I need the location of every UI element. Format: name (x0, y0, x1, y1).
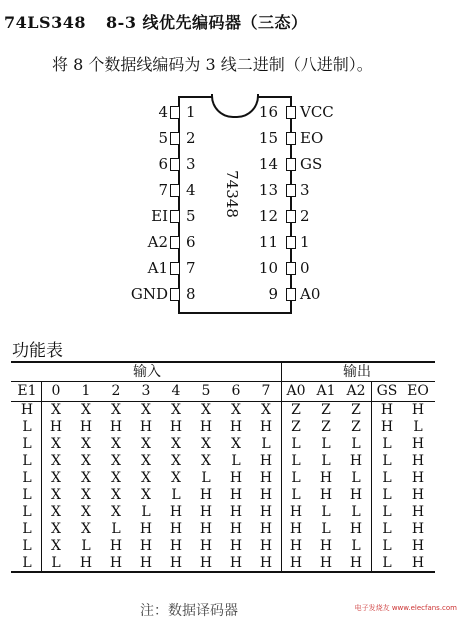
table-cell: L (291, 486, 301, 503)
pin-name-right: EO (300, 129, 324, 147)
table-group-header-row (13, 361, 433, 381)
table-cell: L (22, 469, 32, 486)
pin-number-left: 3 (186, 155, 196, 173)
pin-number-right: 13 (258, 181, 278, 199)
pin-box-right (286, 288, 296, 301)
table-row (13, 537, 433, 554)
pin-box-right (286, 184, 296, 197)
table-cell: L (22, 537, 32, 554)
table-cell: L (22, 520, 32, 537)
table-cell: H (229, 554, 243, 571)
table-cell: H (229, 486, 243, 503)
pin-number-right: 16 (258, 103, 278, 121)
table-cell: X (81, 401, 91, 418)
table-cell: L (351, 435, 361, 452)
table-cell: H (349, 520, 363, 537)
table-cell: L (261, 435, 271, 452)
pin-number-right: 9 (268, 285, 278, 303)
table-cell: H (49, 418, 63, 435)
table-cell: H (199, 520, 213, 537)
part-name: 8-3 线优先编码器（三态） (106, 13, 308, 32)
table-cell: L (413, 418, 423, 435)
description: 将 8 个数据线编码为 3 线二进制（八进制）。 (52, 55, 373, 74)
table-cell: L (22, 418, 32, 435)
table-cell: L (22, 554, 32, 571)
table-cell: L (22, 435, 32, 452)
table-cell: H (199, 486, 213, 503)
table-cell: X (51, 520, 61, 537)
table-cell: L (22, 452, 32, 469)
table-cell: X (231, 401, 241, 418)
table-separator (281, 361, 282, 571)
table-cell: H (139, 554, 153, 571)
table-row (13, 452, 433, 469)
table-cell: L (382, 435, 392, 452)
table-cell: L (81, 537, 91, 554)
function-table (13, 361, 433, 571)
pin-number-left: 2 (186, 129, 196, 147)
table-cell: L (382, 537, 392, 554)
pin-number-right: 15 (258, 129, 278, 147)
table-cell: H (229, 418, 243, 435)
table-cell: H (169, 537, 183, 554)
table-row (13, 401, 433, 418)
column-header: 1 (81, 383, 91, 399)
table-cell: H (139, 418, 153, 435)
pin-box-right (286, 158, 296, 171)
table-cell: H (411, 469, 425, 486)
pin-name-right: VCC (300, 103, 334, 121)
pin-name-right: A0 (300, 285, 321, 303)
table-cell: H (259, 520, 273, 537)
table-cell: Z (291, 418, 301, 435)
pin-name-right: 1 (300, 233, 310, 251)
table-row (13, 486, 433, 503)
table-separator (371, 381, 372, 571)
pin-box-left (170, 158, 180, 171)
table-cell: H (380, 418, 394, 435)
pin-name-right: GS (300, 155, 323, 173)
output-header: 输出 (343, 364, 371, 380)
table-cell: H (349, 452, 363, 469)
table-cell: L (382, 469, 392, 486)
part-number: 74LS348 (4, 13, 86, 32)
table-row (13, 503, 433, 520)
table-cell: X (111, 401, 121, 418)
pin-box-left (170, 132, 180, 145)
table-cell: H (319, 469, 333, 486)
pin-box-right (286, 132, 296, 145)
table-cell: L (321, 520, 331, 537)
table-cell: X (81, 486, 91, 503)
table-cell: H (109, 554, 123, 571)
table-cell: H (199, 537, 213, 554)
table-cell: X (171, 401, 181, 418)
table-cell: X (141, 435, 151, 452)
column-header: 4 (171, 383, 181, 399)
table-cell: H (229, 469, 243, 486)
table-cell: X (141, 469, 151, 486)
pin-box-right (286, 210, 296, 223)
table-cell: L (321, 452, 331, 469)
table-cell: H (169, 520, 183, 537)
table-cell: Z (351, 401, 361, 418)
table-cell: Z (351, 418, 361, 435)
table-cell: X (171, 469, 181, 486)
table-cell: H (259, 554, 273, 571)
table-cell: L (321, 435, 331, 452)
table-cell: H (79, 554, 93, 571)
pin-box-left (170, 262, 180, 275)
table-cell: X (51, 486, 61, 503)
table-cell: H (319, 486, 333, 503)
table-cell: X (51, 537, 61, 554)
pin-number-left: 6 (186, 233, 196, 251)
pin-name-right: 0 (300, 259, 310, 277)
table-cell: L (22, 503, 32, 520)
table-cell: H (229, 520, 243, 537)
table-cell: X (111, 452, 121, 469)
column-header: A1 (316, 383, 336, 399)
table-cell: X (51, 401, 61, 418)
table-cell: H (411, 401, 425, 418)
column-header: 6 (231, 383, 241, 399)
pin-name-left: A1 (147, 259, 168, 277)
pin-box-right (286, 262, 296, 275)
table-cell: X (231, 435, 241, 452)
table-row (13, 469, 433, 486)
table-cell: H (109, 418, 123, 435)
table-cell: H (139, 537, 153, 554)
table-cell: L (231, 452, 241, 469)
table-cell: L (351, 503, 361, 520)
pin-name-left: 6 (158, 155, 168, 173)
pin-number-right: 12 (258, 207, 278, 225)
table-cell: X (51, 503, 61, 520)
table-cell: X (51, 469, 61, 486)
table-cell: L (111, 520, 121, 537)
table-cell: H (380, 401, 394, 418)
table-cell: L (22, 486, 32, 503)
pin-name-right: 3 (300, 181, 310, 199)
table-cell: L (382, 554, 392, 571)
table-cell: H (289, 537, 303, 554)
pin-box-right (286, 236, 296, 249)
table-cell: H (229, 537, 243, 554)
table-cell: X (171, 452, 181, 469)
table-cell: L (382, 486, 392, 503)
table-cell: X (141, 401, 151, 418)
table-cell: H (109, 537, 123, 554)
caption: 注：数据译码器 (140, 603, 238, 619)
table-row (13, 554, 433, 571)
table-cell: L (171, 486, 181, 503)
table-cell: H (259, 537, 273, 554)
table-cell: H (411, 503, 425, 520)
table-cell: X (201, 435, 211, 452)
pin-number-right: 14 (258, 155, 278, 173)
table-cell: X (81, 520, 91, 537)
table-cell: X (141, 452, 151, 469)
pin-name-right: 2 (300, 207, 310, 225)
table-cell: L (351, 469, 361, 486)
pin-name-left: 7 (158, 181, 168, 199)
table-cell: H (169, 418, 183, 435)
table-cell: Z (321, 401, 331, 418)
table-cell: H (259, 469, 273, 486)
table-cell: L (141, 503, 151, 520)
table-cell: X (51, 452, 61, 469)
table-cell: L (291, 435, 301, 452)
table-cell: L (382, 520, 392, 537)
table-top-rule (11, 361, 435, 363)
pin-name-left: EI (151, 207, 168, 225)
table-cell: L (291, 469, 301, 486)
table-cell: H (349, 554, 363, 571)
table-row (13, 435, 433, 452)
table-cell: L (321, 503, 331, 520)
table-cell: L (291, 452, 301, 469)
table-cell: H (139, 520, 153, 537)
column-header: E1 (17, 383, 37, 399)
column-header: A2 (346, 383, 366, 399)
table-cell: L (351, 537, 361, 554)
table-cell: H (411, 486, 425, 503)
pin-number-right: 11 (258, 233, 278, 251)
table-cell: L (201, 469, 211, 486)
column-header: GS (376, 383, 398, 399)
pin-number-right: 10 (258, 259, 278, 277)
pin-number-left: 5 (186, 207, 196, 225)
column-header: 0 (51, 383, 61, 399)
pin-box-right (286, 106, 296, 119)
table-cell: X (261, 401, 271, 418)
table-row (13, 520, 433, 537)
table-cell: H (289, 503, 303, 520)
table-cell: X (141, 486, 151, 503)
table-cell: Z (291, 401, 301, 418)
table-cell: H (169, 554, 183, 571)
table-bottom-rule (11, 571, 435, 573)
table-cell: X (111, 469, 121, 486)
pin-number-left: 4 (186, 181, 196, 199)
table-cell: H (79, 418, 93, 435)
pin-name-left: A2 (147, 233, 168, 251)
input-header: 输入 (133, 364, 161, 380)
pin-name-left: GND (130, 285, 168, 303)
table-cell: H (199, 418, 213, 435)
column-header: 5 (201, 383, 211, 399)
table-cell: H (411, 435, 425, 452)
table-row (13, 418, 433, 435)
table-cell: X (171, 435, 181, 452)
table-cell: X (111, 486, 121, 503)
table-cell: L (382, 452, 392, 469)
table-cell: H (349, 486, 363, 503)
pin-number-left: 7 (186, 259, 196, 277)
table-cell: X (201, 452, 211, 469)
pin-box-left (170, 236, 180, 249)
pin-name-left: 4 (158, 103, 168, 121)
pin-box-left (170, 210, 180, 223)
pin-box-left (170, 184, 180, 197)
column-header: EO (407, 383, 429, 399)
page-title (4, 10, 308, 33)
pin-box-left (170, 106, 180, 119)
column-header: 7 (261, 383, 271, 399)
chip-label: 74348 (222, 170, 241, 218)
table-cell: L (382, 503, 392, 520)
table-cell: H (259, 503, 273, 520)
column-header: 3 (141, 383, 151, 399)
table-cell: Z (321, 418, 331, 435)
pin-number-left: 1 (186, 103, 196, 121)
pin-number-left: 8 (186, 285, 196, 303)
table-cell: H (411, 554, 425, 571)
table-cell: H (319, 537, 333, 554)
table-cell: H (319, 554, 333, 571)
table-cell: H (20, 401, 34, 418)
table-cell: L (51, 554, 61, 571)
table-cell: X (111, 503, 121, 520)
table-separator (41, 381, 42, 571)
table-cell: H (289, 554, 303, 571)
table-cell: H (259, 452, 273, 469)
table-cell: X (111, 435, 121, 452)
table-cell: H (199, 503, 213, 520)
table-cell: H (411, 452, 425, 469)
table-cell: H (411, 520, 425, 537)
table-cell: H (259, 486, 273, 503)
pin-name-left: 5 (158, 129, 168, 147)
table-cell: H (411, 537, 425, 554)
table-column-header-row (13, 381, 433, 401)
watermark: 电子发烧友 www.elecfans.com (354, 604, 457, 612)
column-header: 2 (111, 383, 121, 399)
column-header: A0 (286, 383, 306, 399)
function-table-title: 功能表 (12, 341, 63, 361)
table-cell: X (81, 435, 91, 452)
table-cell: H (289, 520, 303, 537)
table-cell: X (51, 435, 61, 452)
pin-box-left (170, 288, 180, 301)
table-cell: X (81, 452, 91, 469)
table-cell: X (81, 503, 91, 520)
table-cell: H (199, 554, 213, 571)
table-cell: H (259, 418, 273, 435)
table-cell: H (169, 503, 183, 520)
table-cell: H (229, 503, 243, 520)
table-cell: X (201, 401, 211, 418)
table-cell: X (81, 469, 91, 486)
